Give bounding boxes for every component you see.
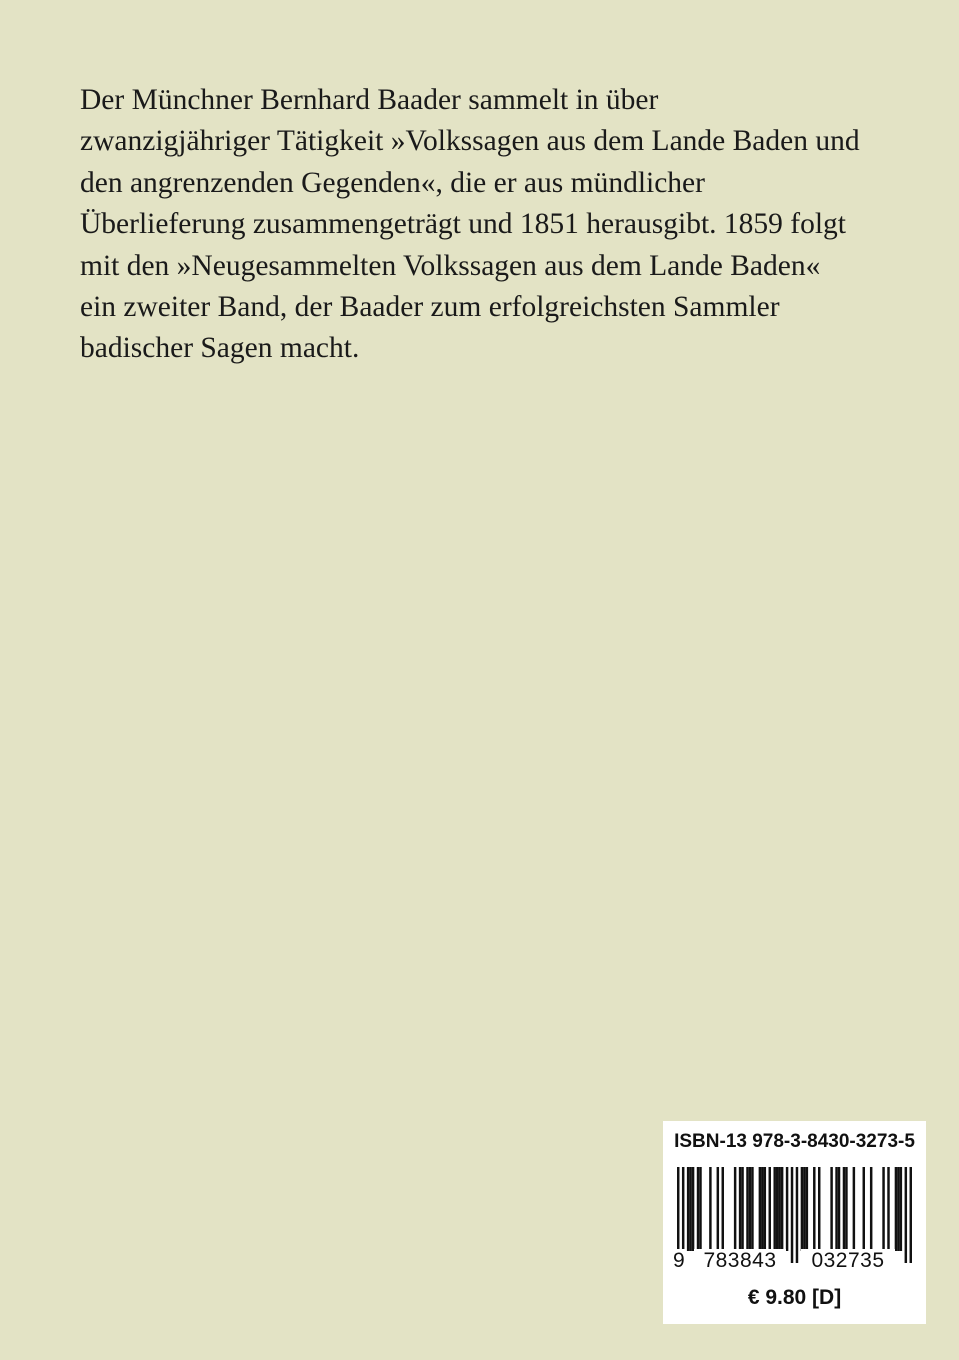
barcode-bar (781, 1167, 783, 1251)
barcode-bar (769, 1167, 771, 1251)
barcode-bar (806, 1167, 808, 1251)
barcode-bar (778, 1167, 780, 1251)
barcode-box (663, 1121, 926, 1324)
barcode-bar (786, 1167, 788, 1251)
barcode-bar (717, 1167, 719, 1251)
price-label: € 9.80 [D] (747, 1286, 842, 1309)
barcode-bar (853, 1167, 855, 1251)
barcode-digits-left: 783843 (694, 1249, 786, 1273)
barcode-bar (722, 1167, 724, 1251)
barcode-digit-first: 9 (673, 1249, 685, 1272)
barcode-bar (764, 1167, 766, 1251)
blurb-line: mit den »Neugesammelten Volkssagen aus dem Lande Baden« (80, 249, 821, 282)
barcode-bar (900, 1167, 902, 1251)
barcode-bar (746, 1167, 748, 1251)
barcode-bar (818, 1167, 820, 1251)
blurb-line: zwanzigjähriger Tätigkeit »Volkssagen aus dem Lande Baden und (80, 125, 860, 158)
back-cover-blurb (80, 80, 900, 370)
barcode-bar (813, 1167, 815, 1251)
barcode-bar (803, 1167, 805, 1251)
barcode-bar (843, 1167, 845, 1251)
barcode-bar (709, 1167, 711, 1251)
barcode-bar (773, 1167, 775, 1251)
barcode-bar (887, 1167, 889, 1251)
barcode-bar (863, 1167, 865, 1251)
barcode-bar (687, 1167, 689, 1251)
barcode-bar (830, 1167, 832, 1251)
barcode-bar (776, 1167, 778, 1251)
blurb-line: Überlieferung zusammengeträgt und 1851 herausgibt. 1859 folgt (80, 208, 846, 241)
barcode-bar (739, 1167, 741, 1251)
barcode-bar (734, 1167, 736, 1251)
barcode-bar (897, 1167, 899, 1251)
blurb-line: den angrenzenden Gegenden«, die er aus mündlicher (80, 166, 705, 199)
barcode-bar (689, 1167, 691, 1251)
isbn-label: ISBN-13 978-3-8430-3273-5 (674, 1131, 915, 1152)
barcode-bar (882, 1167, 884, 1251)
barcode-bar (895, 1167, 897, 1251)
barcode-bar (749, 1167, 751, 1251)
barcode-digits-right: 032735 (801, 1249, 895, 1273)
barcode-bar (761, 1167, 763, 1251)
barcode-bar (835, 1167, 837, 1251)
barcode-bar (692, 1167, 694, 1251)
barcode-bar (741, 1167, 743, 1251)
barcode-bar (697, 1167, 699, 1251)
blurb-line: ein zweiter Band, der Baader zum erfolgreichsten Sammler (80, 291, 780, 324)
blurb-line: Der Münchner Bernhard Baader sammelt in über (80, 84, 659, 116)
barcode-bar (870, 1167, 872, 1251)
barcode-bar (845, 1167, 847, 1251)
barcode-digits (673, 1249, 912, 1273)
barcode-bar (801, 1167, 803, 1251)
blurb-line: badischer Sagen macht. (80, 332, 360, 365)
barcode-bar (699, 1167, 701, 1251)
barcode-bar (838, 1167, 840, 1251)
barcode-bar (759, 1167, 761, 1251)
barcode-bar (751, 1167, 753, 1251)
